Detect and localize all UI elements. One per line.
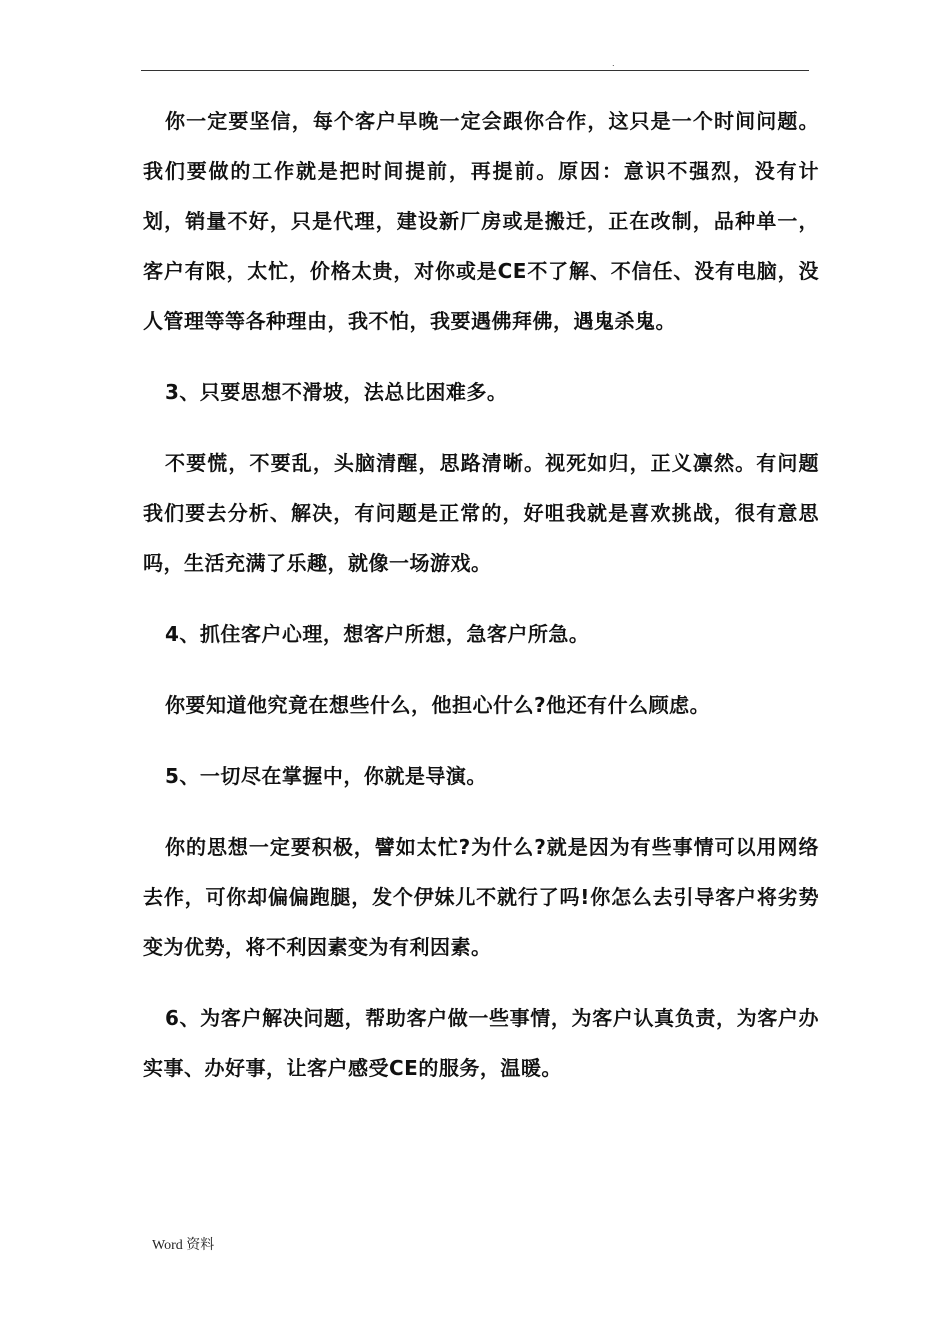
header-mark: . bbox=[612, 59, 615, 68]
document-body bbox=[143, 96, 819, 1114]
footer-label: Word 资料 bbox=[152, 1238, 215, 1253]
section-heading-4: 4、抓住客户心理，想客户所想，急客户所急。 bbox=[165, 622, 590, 646]
section-heading-3: 3、只要思想不滑坡，法总比困难多。 bbox=[165, 380, 508, 404]
section-heading-5: 5、一切尽在掌握中，你就是导演。 bbox=[165, 764, 487, 788]
paragraph-positive-thinking: 你的思想一定要积极，譬如太忙?为什么?就是因为有些事情可以用网络去作，可你却偏偏跑腿，发个伊妹儿不就行了吗!你怎么去引导客户将劣势变为优势，将不利因素变为有利因素。 bbox=[143, 835, 819, 959]
paragraph-section-6: 6、为客户解决问题，帮助客户做一些事情，为客户认真负责，为客户办实事、办好事，让客户感受CE的服务，温暖。 bbox=[143, 1006, 819, 1080]
paragraph-customer-concerns: 你要知道他究竟在想些什么，他担心什么?他还有什么顾虑。 bbox=[165, 693, 711, 717]
header-rule bbox=[141, 70, 809, 71]
paragraph-persistence: 你一定要坚信，每个客户早晚一定会跟你合作，这只是一个时间问题。我们要做的工作就是把时间提前，再提前。原因：意识不强烈，没有计划，销量不好，只是代理，建设新厂房或是搬迁，正在改制，品种单一，客户有限，太忙，价格太贵，对你或是CE不了解、不信任、没有电脑，没人管理等等各种理由，我不怕，我要遇佛拜佛，遇鬼杀鬼。 bbox=[143, 109, 819, 333]
paragraph-calm: 不要慌，不要乱，头脑清醒，思路清晰。视死如归，正义凛然。有问题我们要去分析、解决，有问题是正常的，好咀我就是喜欢挑战，很有意思吗，生活充满了乐趣，就像一场游戏。 bbox=[143, 451, 819, 575]
